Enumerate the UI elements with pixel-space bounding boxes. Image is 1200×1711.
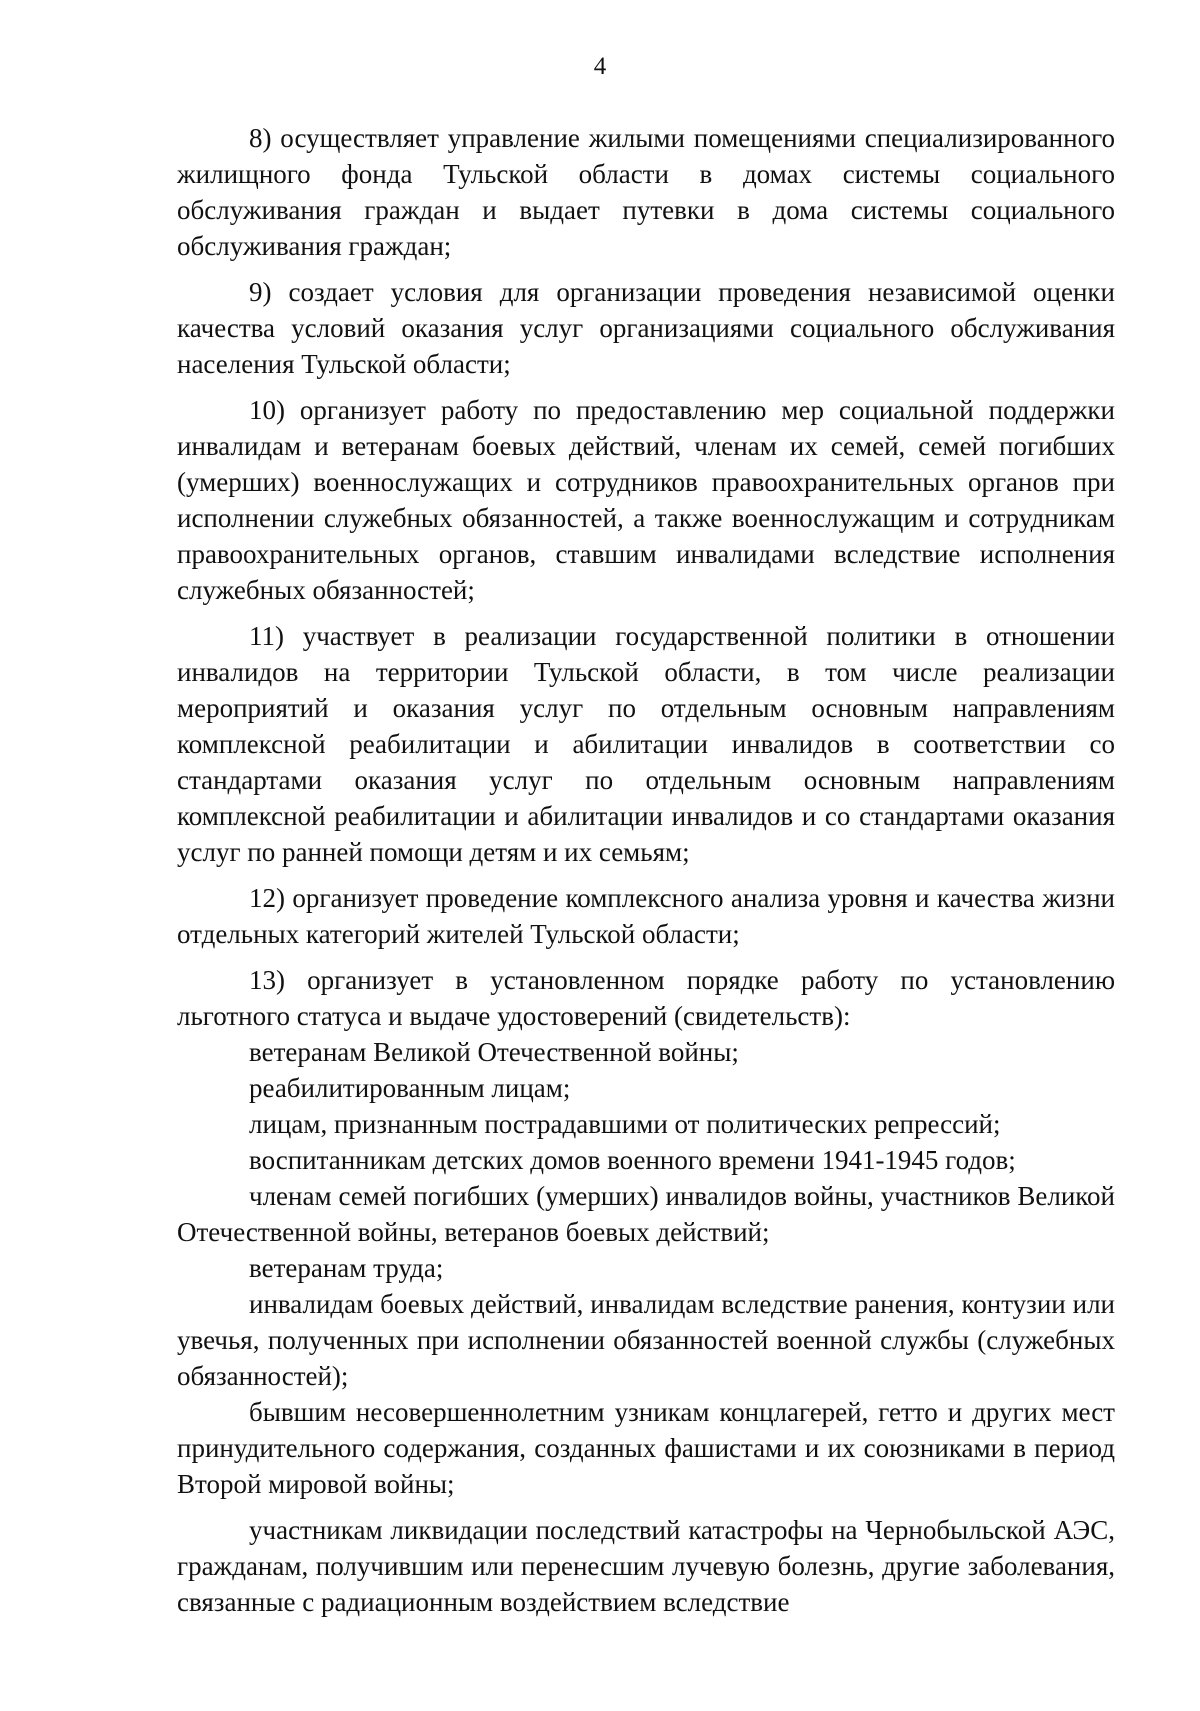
- list-item: воспитанникам детских домов военного времени 1941-1945 годов;: [249, 1145, 1016, 1175]
- paragraph-item-9: 9) создает условия для организации проведения независимой оценки качества условий оказания услуг организациями социального обслуживания населения Тульской области;: [177, 277, 1115, 379]
- page-number: 4: [593, 53, 607, 80]
- paragraph-item-8: 8) осуществляет управление жилыми помещениями специализированного жилищного фонда Тульской области в домах системы социального обслуживания граждан и выдает путевки в дома системы социального обслуживания граждан;: [177, 123, 1115, 261]
- paragraph-item-11: 11) участвует в реализации государственной политики в отношении инвалидов на территории Тульской области, в том числе реализации мероприятий и оказания услуг по отдельным основным направлениям комплексной реабилитации и абилитации инвалидов в соответствии со стандартами оказания услуг по отдельным основным направлениям комплексной реабилитации и абилитации инвалидов и со стандартами оказания услуг по ранней помощи детям и их семьям;: [177, 621, 1115, 867]
- paragraph-item-10: 10) организует работу по предоставлению мер социальной поддержки инвалидам и ветеранам боевых действий, членам их семей, семей погибших (умерших) военнослужащих и сотрудников правоохранительных органов при исполнении служебных обязанностей, а также военнослужащим и сотрудникам правоохранительных органов, ставшим инвалидами вследствие исполнения служебных обязанностей;: [177, 395, 1115, 605]
- list-item: реабилитированным лицам;: [249, 1073, 571, 1103]
- list-item: членам семей погибших (умерших) инвалидов войны, участников Великой Отечественной войны, ветеранов боевых действий;: [177, 1181, 1115, 1247]
- paragraph-item-12: 12) организует проведение комплексного анализа уровня и качества жизни отдельных категорий жителей Тульской области;: [177, 883, 1115, 949]
- list-item: участникам ликвидации последствий катастрофы на Чернобыльской АЭС, гражданам, получившим или перенесшим лучевую болезнь, другие заболевания, связанные с радиационным воздействием вследствие: [177, 1515, 1115, 1617]
- document-body: [177, 120, 1115, 1620]
- list-item: бывшим несовершеннолетним узникам концлагерей, гетто и других мест принудительного содержания, созданных фашистами и их союзниками в период Второй мировой войны;: [177, 1397, 1115, 1499]
- list-item: лицам, признанным пострадавшими от политических репрессий;: [249, 1109, 1001, 1139]
- list-item: ветеранам Великой Отечественной войны;: [249, 1037, 739, 1067]
- list-item: инвалидам боевых действий, инвалидам вследствие ранения, контузии или увечья, полученных при исполнении обязанностей военной службы (служебных обязанностей);: [177, 1289, 1115, 1391]
- list-item: ветеранам труда;: [249, 1253, 444, 1283]
- paragraph-item-13: 13) организует в установленном порядке работу по установлению льготного статуса и выдаче удостоверений (свидетельств):: [177, 965, 1115, 1031]
